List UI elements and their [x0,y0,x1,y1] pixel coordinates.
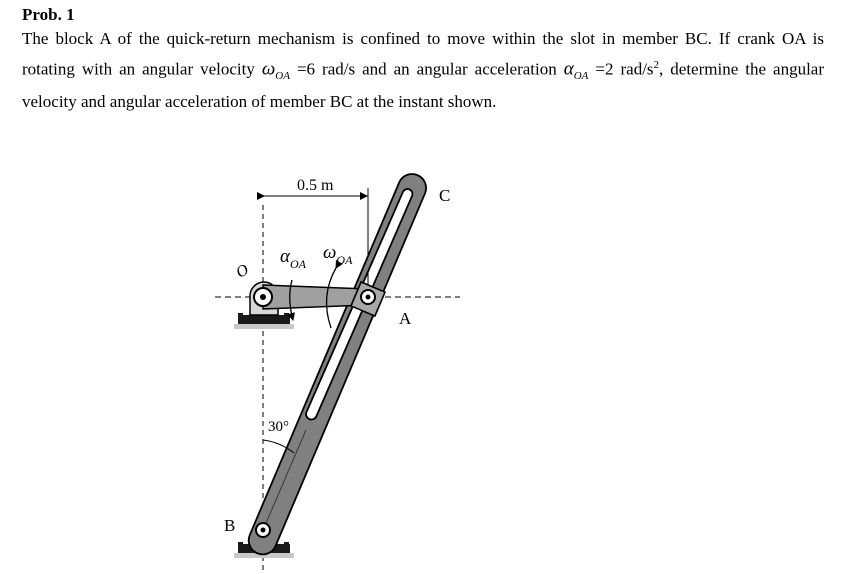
omega-label-symbol: ω [323,242,337,263]
slotted-link-bc [249,174,426,554]
angle-label: 30° [268,419,289,435]
label-b: B [224,516,236,535]
unit-superscript: 2 [653,59,660,71]
label-c: C [439,186,451,205]
pin-o [254,288,272,306]
alpha-symbol: α [563,58,574,80]
omega-subscript: OA [275,70,290,83]
alpha-label-symbol: α [280,246,290,267]
omega-label [323,242,353,267]
alpha-label [280,246,307,271]
alpha-value: =2 rad/s [588,59,654,79]
pin-b [256,523,270,537]
problem-text-part-2: , determine the angular velocity and angular acceleration of member BC at the instant shown. [22,59,824,112]
pin-a [361,290,375,304]
problem-title: Prob. 1 [22,5,75,24]
omega-value: =6 rad/s and an angular acceleration [289,59,564,79]
omega-symbol: ω [261,58,276,80]
label-a: A [399,309,412,328]
omega-label-sub: OA [336,253,353,267]
problem-text-part-1: The block A of the quick-return mechanism is confined to move within the slot in member BC. If crank OA is rotating with an angular velocity [22,29,824,79]
dimension-label: 0.5 m [297,177,334,194]
label-o: O [233,261,252,282]
alpha-subscript: OA [573,70,589,83]
alpha-label-sub: OA [289,257,306,271]
